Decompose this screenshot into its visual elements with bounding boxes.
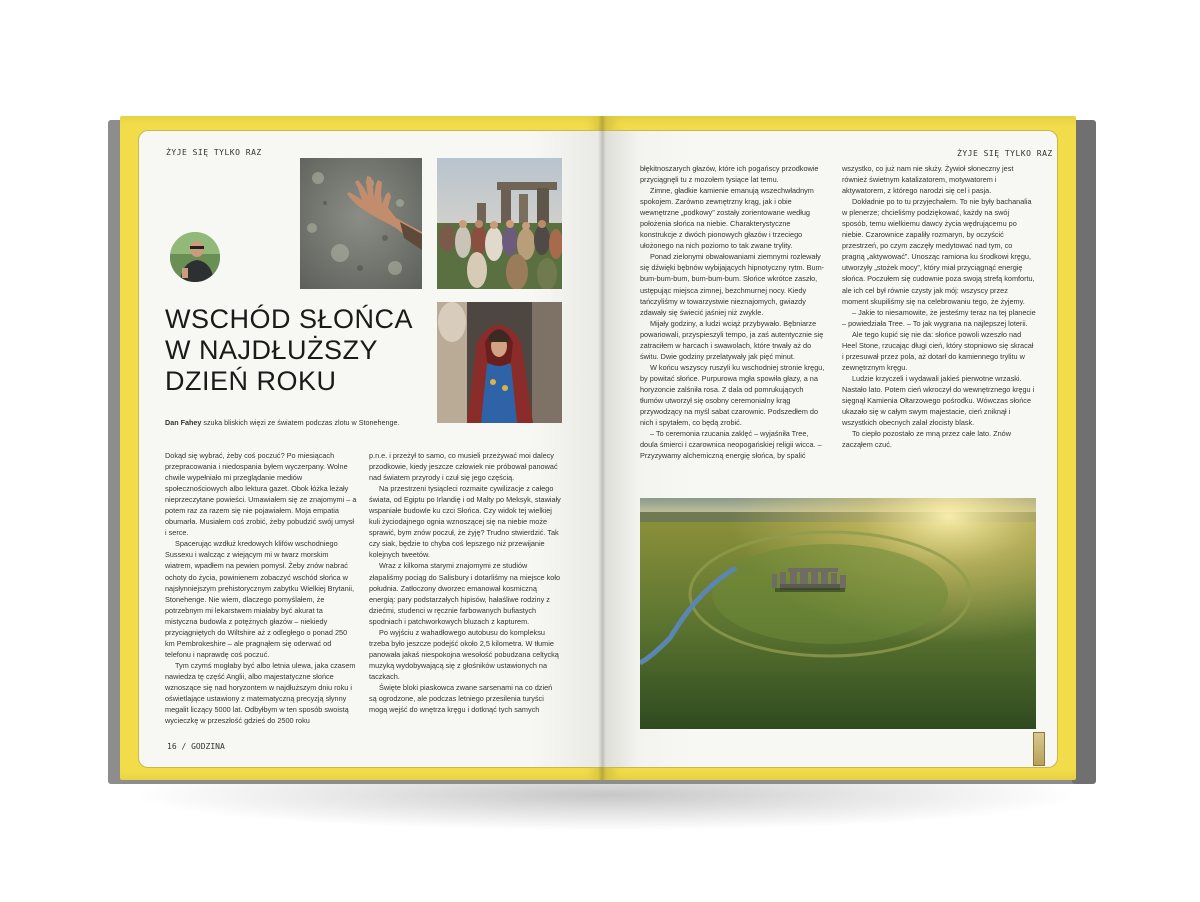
page-gutter xyxy=(598,116,606,780)
photo-crowd-stonehenge xyxy=(437,158,562,289)
paragraph: Wraz z kilkoma starymi znajomymi ze studiów złapaliśmy pociąg do Salisbury i dotarliśmy na miejsce koło południa. Zatłoczony dworzec emanował kosmiczną energią: pary podstarzałych hipisów, hałaśliwe rodziny z dziećmi, studenci w ręcznie farbowanych bufiastych spodniach i patchworkowych bluzach z kapturem. xyxy=(369,561,561,626)
paragraph: Po wyjściu z wahadłowego autobusu do kompleksu trzeba było jeszcze podejść około 2,5 kilometra. W tłumie panowała jakaś niespokojna wesołość pobudzana celtycką muzyką wydobywającą się z głośników ustawionych na taczkach. xyxy=(369,627,559,681)
author-name: Dan Fahey xyxy=(165,418,202,427)
article-title xyxy=(165,304,435,397)
paragraph: To ciepło pozostało ze mną przez całe lato. Znów zacząłem czuć. xyxy=(842,429,1011,450)
paragraph: Mijały godziny, a ludzi wciąż przybywało. Bębniarze powariowali, przyspieszyli tempo, ja zaś autentycznie się zatraciłem w harcach i swawolach, które trwały aż do świtu. Dwie godziny przelatywały jak pięć minut. xyxy=(640,318,824,361)
author-portrait xyxy=(170,232,220,282)
bookmark-marker xyxy=(1033,732,1045,766)
photo-hand-on-stone xyxy=(300,158,422,289)
paragraph: Ale tego kupić się nie da: słońce powoli wzeszło nad Heel Stone, rzucając długi cień, który stopniowo się skracał i przesuwał przez pola, aż dotarł do kamiennego trylitu w zewnętrznym kręgu. xyxy=(842,329,1034,372)
title-line-3: DZIEŃ ROKU xyxy=(165,366,337,396)
title-line-2: W NAJDŁUŻSZY xyxy=(165,335,379,365)
running-head-right: ŻYJE SIĘ TYLKO RAZ xyxy=(957,149,1053,158)
page-number-footer: 16 / GODZINA xyxy=(167,742,225,751)
text-column-4 xyxy=(842,163,1036,450)
author-avatar xyxy=(170,232,220,282)
paragraph: Dokąd się wybrać, żeby coś poczuć? Po miesiącach przepracowania i niedospania byłem wyczerpany. Wolne chwile wypełniało mi przeglądanie mediów społecznościowych albo lektura gazet. Obok łóżka leżały nieprzeczytane powieści. Umawiałem się ze znajomymi – a potem raz za razem się nie pojawiałem. Moja empatia obumarła. Musiałem coś zrobić, żeby pobudzić swój umysł i serce. xyxy=(165,451,357,538)
photo-hooded-woman xyxy=(437,302,562,423)
paragraph: Ludzie krzyczeli i wydawali jakieś pierwotne wrzaski. Nastało lato. Potem cień wkroczył do wewnętrznego kręgu i sięgnął Kamienia Ołtarzowego pośrodku. Wówczas słońce ukazało się w całym swym majestacie, cień zniknął i wszystkich obecnych zalał złocisty blask. xyxy=(842,373,1035,428)
paragraph: Dokładnie po to tu przyjechałem. To nie były bachanalia w plenerze; chcieliśmy podziękować, każdy na swój sposób, temu wielkiemu dawcy życia wędrującemu po niebie. Czarownice zapaliły rozmaryn, by oczyścić przestrzeń, po czym zaczęły medytować nad tym, co pragną „aktywować”. Unosząc ramiona ku środkowi kręgu, utworzyły „stożek mocy”, który miał przyciągnąć energię słońca. Poczułem się cudownie poza swoją strefą komfortu, ale ich cel był równie czysty jak mój: wszyscy przez moment skupiliśmy się na celebrowaniu tego, że żyjemy. xyxy=(842,197,1035,306)
running-head-left: ŻYJE SIĘ TYLKO RAZ xyxy=(166,148,262,157)
paragraph: Na przestrzeni tysiącleci rozmaite cywilizacje z całego świata, od Egiptu po Irlandię i od Malty po Meksyk, stawiały wspaniałe budowle ku czci Słońca. Czy widok tej wielkiej kuli życiodajnego ognia wznoszącej się na niebie może sprawić, bym znów poczuł, że żyję? Trudno stwierdzić. Tak czy siak, będzie to chyba coś lepszego niż przewijanie kolejnych tweetów. xyxy=(369,484,561,560)
title-line-1: WSCHÓD SŁOŃCA xyxy=(165,304,414,334)
text-column-3 xyxy=(640,163,828,461)
text-column-2 xyxy=(369,450,561,715)
paragraph: Święte bloki piaskowca zwane sarsenami na co dzień są ogrodzone, ale podczas letniego przesilenia turyści mogą wejść do wnętrza kręgu i dotknąć tych samych xyxy=(369,682,553,715)
paragraph: – Jakie to niesamowite, że jesteśmy teraz na tej planecie – powiedziała Tree. – To jak wygrana na najlepszej loterii. xyxy=(842,307,1036,328)
article-intro xyxy=(165,418,445,427)
paragraph: wszystko, co już nam nie służy. Żywioł słoneczny jest również świetnym katalizatorem, motywatorem i aktywatorem, z którego narodzi się cel i pasja. xyxy=(842,164,1014,196)
paragraph: – To ceremonia rzucania zaklęć – wyjaśniła Tree, doula śmierci i czarownica neopogańskiej religii wicca. – Przyzywamy alchemiczną energię słońca, by spalić xyxy=(640,429,822,461)
paragraph: Zimne, gładkie kamienie emanują wszechwładnym spokojem. Zarówno zewnętrzny krąg, jak i obie wewnętrzne „podkowy” zostały zorientowane według położenia słońca na niebie. Charakterystyczne konstrukcje z dwóch pionowych głazów i trzeciego ułożonego na nich poziomo to tak zwane trylity. xyxy=(640,186,814,251)
intro-text: szuka bliskich więzi ze światem podczas zlotu w Stonehenge. xyxy=(201,418,400,427)
paragraph: Spacerując wzdłuż kredowych klifów wschodniego Sussexu i walcząc z wiejącym mi w twarz morskim wiatrem, wpadłem na pewien pomysł. Żeby znów nabrać ochoty do życia, powinienem zobaczyć wschód słońca w najsłynniejszym prehistorycznym zabytku Wielkiej Brytanii, Stonehenge. Nie wiem, dlaczego pomyślałem, że potrzebnym mi lekarstwem miałaby być akurat ta mistyczna budowla z potężnych głazów – niekiedy przyciągniętych do Wiltshire aż z odległego o ponad 250 km Pembrokeshire – ale pragnąłem się oderwać od telefonu i naprawdę coś poczuć. xyxy=(165,539,354,659)
paragraph: Ponad zielonymi obwałowaniami ziemnymi rozlewały się dźwięki bębnów wybijających hipnotyczny rytm. Bum-bum-bum-bum, bum-bum-bum. Słońce wkrótce zaszło, ustępując miejsca zimnej, bezchmurnej nocy. Kiedy tańczyliśmy w towarzystwie nieznajomych, gwiazdy zdawały się świecić jaśniej niż zwykle. xyxy=(640,252,825,317)
paragraph: p.n.e. i przeżył to samo, co musieli przeżywać moi dalecy przodkowie, kiedy jeszcze człowiek nie próbował panować nad światem przyrody i czuł się jego częścią. xyxy=(369,451,558,483)
photo-stonehenge-aerial xyxy=(640,498,1036,729)
paragraph: W końcu wszyscy ruszyli ku wschodniej stronie kręgu, by powitać słońce. Purpurowa mgła spowiła głazy, a na horyzoncie zalśniła rosa. Z dala od pomrukujących tłumów utworzył się osobny ceremonialny krąg przywodzący na myśl sabat czarownic. Podszedłem do nich i spytałem, co będą zrobić. xyxy=(640,362,825,428)
text-column-1 xyxy=(165,450,357,726)
paragraph: Tym czymś mogłaby być albo letnia ulewa, jaka czasem nawiedza tę część Anglii, albo majestatyczne słońce wznoszące się nad horyzontem w najdłuższym dniu roku i oświetlające ustawiony z matematyczną precyzją słynny megalit liczący 5000 lat. Odbyłbym w ten sposób swoistą wycieczkę w przeszłość gdzieś do 2500 roku xyxy=(165,660,356,726)
paragraph: błękitnoszarych głazów, które ich pogańscy przodkowie przyciągnęli tu z mozołem tysiące lat temu. xyxy=(640,164,819,185)
